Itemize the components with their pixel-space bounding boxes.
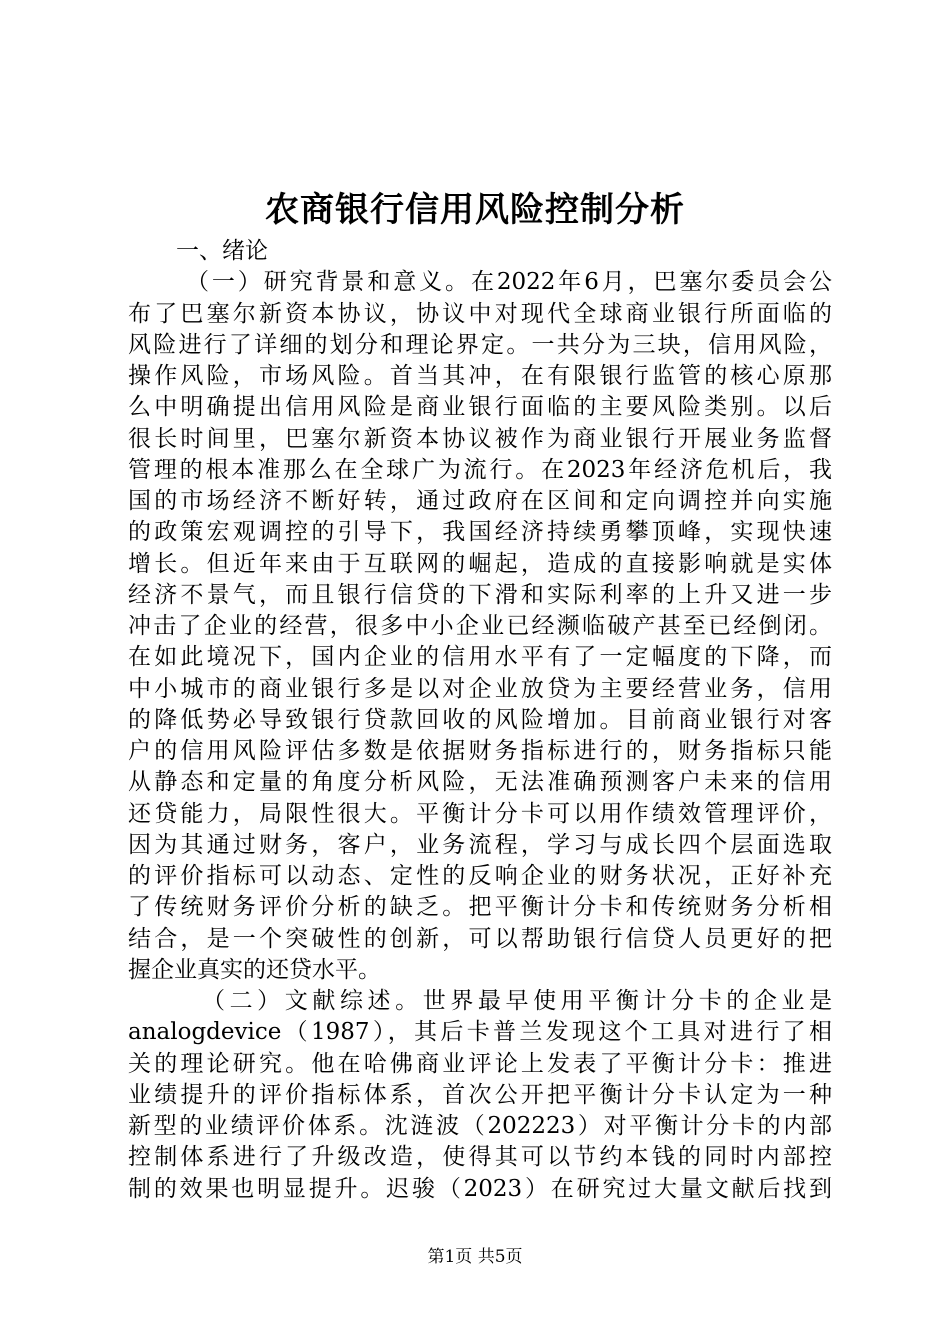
paragraph-line: 从静态和定量的角度分析风险，无法准确预测客户未来的信用 — [128, 769, 832, 796]
paragraph-line: 户的信用风险评估多数是依据财务指标进行的，财务指标只能 — [128, 738, 832, 764]
paragraph-line: 结合，是一个突破性的创新，可以帮助银行信贷人员更好的把 — [128, 925, 832, 952]
paragraph-line: 经济不景气，而且银行信贷的下滑和实际利率的上升又进一步 — [128, 581, 832, 608]
paragraph-line: 新型的业绩评价体系。沈涟波（202223）对平衡计分卡的内部 — [128, 1113, 832, 1139]
paragraph-background — [128, 267, 832, 986]
paragraph-line: 关的理论研究。他在哈佛商业评论上发表了平衡计分卡：推进 — [128, 1050, 832, 1077]
paragraph-line: 管理的根本准那么在全球广为流行。在2023年经济危机后，我 — [128, 456, 832, 483]
paragraph-line: 控制体系进行了升级改造，使得其可以节约本钱的同时内部控 — [128, 1144, 832, 1171]
paragraph-line: 国的市场经济不断好转，通过政府在区间和定向调控并向实施 — [128, 488, 832, 514]
paragraph-line: 么中明确提出信用风险是商业银行面临的主要风险类别。以后 — [128, 394, 832, 421]
paragraph-line: 的降低势必导致银行贷款回收的风险增加。目前商业银行对客 — [128, 706, 832, 733]
paragraph-line: （一）研究背景和意义。在2022年6月，巴塞尔委员会公 — [186, 269, 832, 296]
paragraph-line: 制的效果也明显提升。迟骏（2023）在研究过大量文献后找到 — [128, 1175, 832, 1202]
paragraph-line: 中小城市的商业银行多是以对企业放贷为主要经营业务，信用 — [128, 675, 832, 702]
paragraph-line: 增长。但近年来由于互联网的崛起，造成的直接影响就是实体 — [128, 550, 832, 577]
page-number-footer: 第1页 共5页 — [427, 1247, 523, 1267]
paragraph-line: 布了巴塞尔新资本协议，协议中对现代全球商业银行所面临的 — [128, 300, 832, 327]
paragraph-line: 风险进行了详细的划分和理论界定。一共分为三块，信用风险， — [128, 331, 832, 358]
paragraph-line: 了传统财务评价分析的缺乏。把平衡计分卡和传统财务分析相 — [128, 894, 832, 921]
paragraph-line: analogdevice（1987），其后卡普兰发现这个工具对进行了相 — [128, 1019, 832, 1046]
paragraph-line: 在如此境况下，国内企业的信用水平有了一定幅度的下降，而 — [128, 644, 832, 671]
document-body — [128, 236, 832, 1205]
paragraph-line: 因为其通过财务，客户，业务流程，学习与成长四个层面选取 — [128, 831, 832, 858]
paragraph-line: 操作风险，市场风险。首当其冲，在有限银行监管的核心原那 — [128, 363, 832, 389]
paragraph-literature-review — [128, 986, 832, 1205]
paragraph-line: 业绩提升的评价指标体系，首次公开把平衡计分卡认定为一种 — [128, 1081, 832, 1108]
paragraph-line: 握企业真实的还贷水平。 — [128, 956, 381, 983]
paragraph-line: 的评价指标可以动态、定性的反响企业的财务状况，正好补充 — [128, 863, 832, 889]
paragraph-line: （二）文献综述。世界最早使用平衡计分卡的企业是 — [202, 988, 832, 1014]
document-title: 农商银行信用风险控制分析 — [265, 190, 685, 230]
paragraph-line: 冲击了企业的经营，很多中小企业已经濒临破产甚至已经倒闭。 — [128, 613, 832, 639]
paragraph-line: 还贷能力，局限性很大。平衡计分卡可以用作绩效管理评价， — [128, 800, 832, 827]
paragraph-line: 的政策宏观调控的引导下，我国经济持续勇攀顶峰，实现快速 — [128, 519, 832, 546]
section-heading: 一、绪论 — [176, 238, 268, 264]
paragraph-line: 很长时间里，巴塞尔新资本协议被作为商业银行开展业务监督 — [128, 425, 832, 452]
